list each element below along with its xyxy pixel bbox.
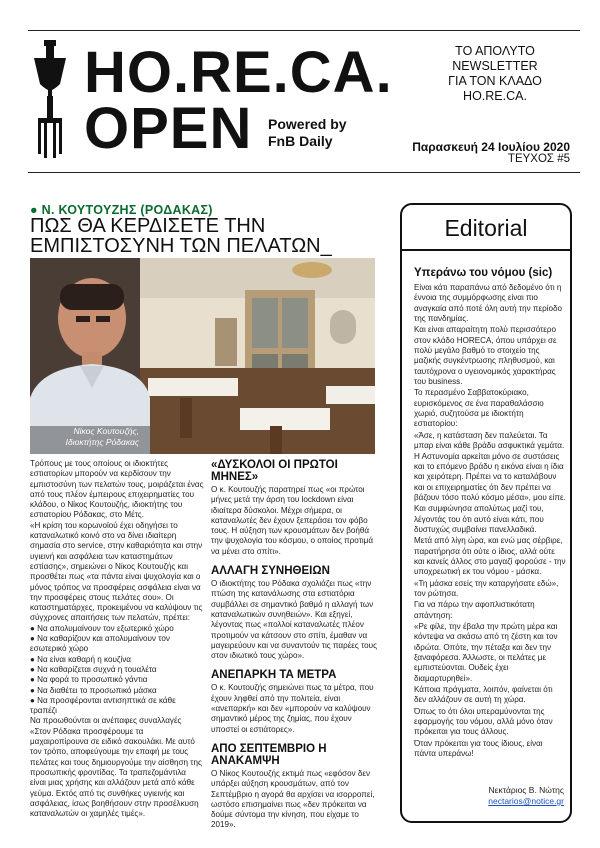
section-heading: ΑΝΕΠΑΡΚΗ ΤΑ ΜΕΤΡΑ — [211, 669, 337, 682]
checklist-item: ● Να καθαρίζουν και απολυμαίνουν τον εσωτερικό χώρο — [30, 634, 170, 654]
tagline-line3: ΓΙΑ ΤΟΝ ΚΛΑΔΟ — [448, 74, 542, 88]
fork-logo-icon — [26, 40, 74, 162]
article-photo — [30, 258, 375, 454]
editorial-email-link[interactable]: nectarios@notice.gr — [488, 796, 564, 806]
top-divider — [28, 30, 580, 31]
caption-name: Νίκος Κουτουζής, — [73, 426, 139, 436]
editorial-paragraph: Για να πάρω την αφοπλιστικότατη απάντηση: — [414, 600, 535, 620]
editorial-box — [400, 203, 572, 823]
section-heading: «ΔΥΣΚΟΛΟΙ ΟΙ ΠΡΩΤΟΙ ΜΗΝΕΣ» — [211, 459, 338, 483]
checklist-item: ● Να διαθέτει το προσωπικό μάσκα — [30, 685, 157, 695]
editorial-paragraph: Όταν πρόκειται για τους ίδιους, είναι πάντα υπεράνω! — [414, 738, 543, 759]
issue-number: ΤΕΥΧΟΣ #5 — [507, 153, 570, 165]
editorial-paragraph: Και είναι απαραίτητη πολύ περισσότερο στον κλάδο HORECA, όπου υπάρχει σε πολύ μεγάλο βαθμό το στοιχείο της μαζικής συγκέντρωσης πληθυσμού, και ταυτόχρονα ο υγειονομικός χαρακτήρας του business. — [414, 325, 557, 387]
editorial-paragraph: Κάποια πράγματα, λοιπόν, φαίνεται ότι δεν αλλάζουν σε αυτή τη χώρα. — [414, 685, 553, 705]
editorial-paragraph: «Ρε φίλε, την έβαλα την πρώτη μέρα και κόντεψα να σκάσω από τη ζέστη και τον ιδρώτα. Οπότε, την πέταξα και δεν την ξαναφόρεσα. Άλλωστε, οι πελάτες με εμπιστεύονται. Ουδείς έχει διαμαρτυρηθεί». — [414, 622, 558, 683]
editorial-author: Νεκτάριος Β. Νώτης — [488, 785, 564, 795]
powered-by-line2: FnB Daily — [268, 133, 333, 149]
article-paragraph: Να προωθούνται οι ανέπαφες συναλλαγές — [30, 716, 182, 726]
article-paragraph: «Η κρίση του κορωνοϊού έχει οδηγήσει το καταναλωτικό κοινό στο να δίνει ιδιαίτερη σημασία στο service, στην καθαριότητα και στην υγιεινή και ασφάλεια των καταστημάτων εστίασης», σημειώνει ο Νίκος Κουτουζής και προσθέτει πως «τα πάντα είναι ψυχολογία και ο μόνος τρόπος να προσφέρεις ασφάλεια είναι να την προσφέρεις στους πελάτες σου». Οι καταστηματάρχες, προκειμένου να καλύψουν τις σύγχρονες απαιτήσεις των πελατών, πρέπει: — [30, 520, 203, 623]
section-text: Ο ιδιοκτήτης του Ρόδακα σχολιάζει πως «την πτώση της κατανάλωσης στα εστιατόρια συμβάλλει σε σημαντικό βαθμό η αλλαγή των καταναλωτικών συνηθειών». Και εξηγεί, λέγοντας πως «πολλοί καταναλωτές πλέον προτιμούν να κάτσουν στο σπίτι, έμαθαν να μαγειρεύουν και να συναντούν τις παρέες τους στον ιδιωτικό τους χώρο». — [211, 579, 377, 661]
article-headline: ΠΩΣ ΘΑ ΚΕΡΔΙΣΕΤΕ ΤΗΝ ΕΜΠΙΣΤΟΣΥΝΗ ΤΩΝ ΠΕΛΑΤΩΝ_ — [30, 215, 332, 257]
editorial-paragraph: «Τη μάσκα εσείς την καταργήσατε εδώ», τον ρώτησα. — [414, 578, 559, 598]
editorial-paragraph: Μετά από λίγη ώρα, και ενώ μας σέρβιρε, παρατήρησα ότι ούτε ο ίδιος, αλλά ούτε και κανείς άλλος στο μαγαζί φορούσε - την υποχρεωτική εκ του νόμου - μάσκα. — [414, 536, 566, 577]
section-text: Ο κ. Κουτουζής παρατηρεί πως «οι πρώτοι μήνες μετά την άρση του lockdown είναι ιδιαίτερα δύσκολοι. Μέχρι σήμερα, οι καταναλωτές δεν έχουν ξεπεράσει τον φόβο τους. Η αύξηση των κρουσμάτων δεν βοήθά την ψυχολογία του κόσμου, ο οποίος προτιμά να μένει στο σπίτι». — [211, 485, 374, 556]
editorial-subtitle: Υπεράνω του νόμου (sic) — [414, 267, 553, 279]
editorial-divider — [402, 249, 570, 251]
editorial-paragraph: Όπως το ότι όλοι υπεραμύνονται της εφαρμογής του νόμου, αλλά μόνο όταν πρόκειται για τους άλλους. — [414, 706, 553, 737]
publication-date: Παρασκευή 24 Ιουλίου 2020 — [412, 140, 570, 154]
tagline-line1: ΤΟ ΑΠΟΛΥΤΟ — [455, 44, 535, 58]
caption-role: Ιδιοκτήτης Ρόδακας — [65, 437, 139, 447]
article-kicker: ● Ν. ΚΟΥΤΟΥΖΗΣ (ΡΟΔΑΚΑΣ) — [30, 203, 213, 217]
powered-by-line1: Powered by — [268, 116, 347, 132]
editorial-paragraph: «Άσε, η κατάσταση δεν παλεύεται. Τα μπαρ είναι κάθε βράδυ ασφυκτικά γεμάτα. Η Αστυνομία αρκείται μόνο σε συστάσεις και το επόμενο βράδυ η εικόνα είναι η ίδια και χειρότερη. Πρέπει να το καταλάβουν και οι επιχειρηματίες ότι δεν πρέπει να βάζουν τόσο πολύ κόσμο μέσα», μου είπε. — [414, 430, 566, 502]
checklist-item: ● Να φορά το προσωπικό γάντια — [30, 675, 148, 685]
restaurant-photo-illustration — [30, 258, 375, 454]
bottom-divider — [28, 172, 580, 173]
editorial-body — [414, 283, 566, 760]
photo-caption — [30, 426, 145, 448]
editorial-paragraph: Και συμφώνησα απολύτως μαζί του, λέγοντάς του ότι αυτό είναι κάτι, που δυστυχώς συμβαίνει πανελλαδικά. — [414, 504, 544, 534]
editorial-paragraph: Το περασμένο Σαββατοκύριακο, ευρισκόμενος σε ένα παραθαλάσσιο χωριό, συζητούσα με ιδιοκτήτη εστιατορίου: — [414, 388, 544, 429]
masthead — [0, 0, 600, 176]
article-paragraph: «Στον Ρόδακα προσφέρουμε τα μαχαιροπίρουνα σε ειδικό σακουλάκι. Με αυτό τον τρόπο, αποφεύγουμε την επαφή με τους πελάτες και τους δημιουργούμε την αίσθηση της προσωπικής φροντίδας. Τα τραπεζομάντιλα είναι μιας χρήσης και αλλάζουν μετά από κάθε γεύμα. Εκτός από τις συνθήκες υγιεινής και ασφάλειας, ίσως βοηθήσουν στην προσέλκυση καταναλωτών οι χαμηλές τιμές». — [30, 726, 202, 819]
editorial-title: Editorial — [444, 215, 528, 241]
checklist-item: ● Να καθαρίζεται συχνά η τουαλέτα — [30, 664, 157, 674]
powered-by — [268, 116, 347, 150]
editorial-signature — [414, 785, 564, 807]
tagline-line4: HO.RE.CA. — [463, 89, 527, 103]
article-paragraph: Τρόπους με τους οποίους οι ιδιοκτήτες εστιατορίων μπορούν να κερδίσουν την εμπιστοσύνη των πελατών τους, μοιράζεται ένας από τους πλέον έμπειρους επιχειρηματίες του κλάδου, ο Νίκος Κουτουζής, ιδιοκτήτης του εστιατορίου Ρόδακας, στο Μέτς. — [30, 459, 204, 520]
section-text: Ο κ. Κουτουζής σημειώνει πως τα μέτρα, που έχουν ληφθεί από την πολιτεία, είναι «ανεπαρκή» και δεν «μπορούν να καλύψουν σημαντικό μέρος της ζημίας, που έχουν υποστεί οι εστιάτορες». — [211, 683, 374, 734]
section-heading: ΑΛΛΑΓΗ ΣΥΝΗΘΕΙΩΝ — [211, 565, 330, 578]
checklist-item: ● Να προσφέρονται αντισηπτικά σε κάθε τραπέζι — [30, 695, 176, 716]
logo-title-line1: HO.RE.CA. — [84, 40, 393, 105]
logo-title-line2: OPEN — [84, 96, 253, 161]
editorial-paragraph: Είναι κάτι παραπάνω από δεδομένο ότι η έννοια της συμμόρφωσης είναι πιο αναγκαία από ποτέ όλη αυτή την περίοδο της πανδημίας. — [414, 283, 563, 324]
checklist-item: ● Να απολυμαίνουν τον εξωτερικό χώρο — [30, 623, 174, 633]
tagline-line2: NEWSLETTER — [452, 59, 538, 73]
newsletter-tagline — [420, 44, 570, 104]
article-right-column — [211, 459, 381, 831]
section-text: Ο Νίκος Κουτουζής εκτιμά πως «εφόσον δεν υπάρξει αύξηση κρουσμάτων, από τον Σεπτέμβριο η αγορά θα αρχίσει να ισορροπεί, ωστόσο επισημαίνει πως «δεν πρόκειται να δούμε σύντομα την κίνηση, που είχαμε το 2019». — [211, 768, 375, 830]
article-left-column — [30, 459, 204, 819]
checklist-item: ● Να είναι καθαρή η κουζίνα — [30, 654, 131, 664]
section-heading: ΑΠΟ ΣΕΠΤΕΜΒΡΙΟ Η ΑΝΑΚΑΜΨΗ — [211, 742, 327, 767]
